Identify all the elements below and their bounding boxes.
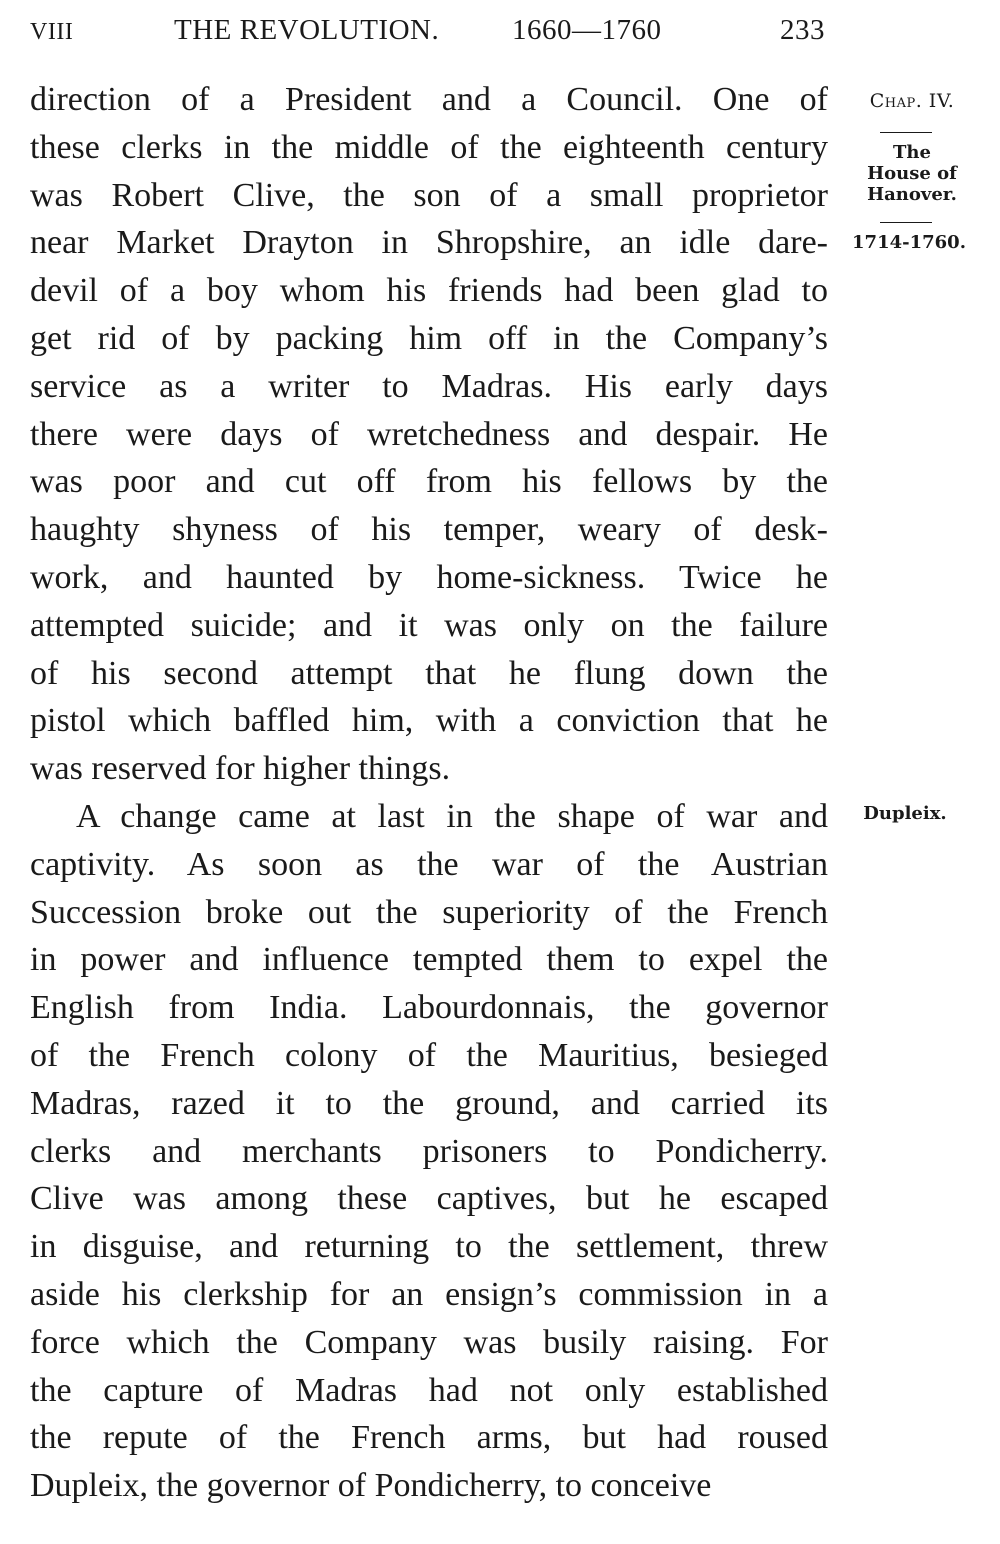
text-line: get rid of by packing him off in the Company’s bbox=[30, 319, 828, 357]
text-line: was reserved for higher things. bbox=[30, 750, 451, 788]
text-line: devil of a boy whom his friends had been glad to bbox=[30, 272, 828, 310]
text-line: pistol which baffled him, with a conviction that he bbox=[30, 702, 828, 740]
body-text bbox=[30, 76, 828, 1510]
margin-chapter-note: Chap. IV. bbox=[869, 90, 955, 112]
text-line: haughty shyness of his temper, weary of desk- bbox=[30, 511, 828, 549]
text-line: clerks and merchants prisoners to Pondicherry. bbox=[30, 1132, 828, 1170]
margin-dupleix-note: Dupleix. bbox=[863, 803, 947, 824]
text-line: of his second attempt that he flung down the bbox=[30, 654, 828, 692]
text-line: Succession broke out the superiority of the French bbox=[30, 893, 828, 931]
running-header bbox=[30, 8, 830, 52]
margin-house-line: The bbox=[893, 142, 931, 163]
text-line: captivity. As soon as the war of the Austrian bbox=[30, 845, 828, 883]
header-dates: 1660—1760 bbox=[512, 14, 662, 46]
text-line: was poor and cut off from his fellows by the bbox=[30, 463, 828, 501]
text-line: force which the Company was busily raising. For bbox=[30, 1323, 828, 1361]
text-line: Clive was among these captives, but he escaped bbox=[30, 1180, 828, 1218]
text-line: English from India. Labourdonnais, the governor bbox=[30, 989, 828, 1027]
text-line: near Market Drayton in Shropshire, an idle dare- bbox=[30, 224, 828, 262]
margin-rule bbox=[880, 222, 932, 223]
margin-dates-note: 1714-1760. bbox=[852, 232, 966, 253]
text-line: attempted suicide; and it was only on the failure bbox=[30, 606, 828, 644]
text-line: the capture of Madras had not only established bbox=[30, 1371, 828, 1409]
text-line: these clerks in the middle of the eighteenth century bbox=[30, 128, 828, 166]
text-line: of the French colony of the Mauritius, besieged bbox=[30, 1036, 828, 1074]
header-chapter: VIII bbox=[30, 19, 74, 45]
text-line: was Robert Clive, the son of a small proprietor bbox=[30, 176, 828, 214]
header-title: THE REVOLUTION. bbox=[174, 14, 440, 46]
margin-house-line: House of bbox=[867, 163, 957, 184]
text-line: Madras, razed it to the ground, and carried its bbox=[30, 1084, 828, 1122]
margin-house-line: Hanover. bbox=[867, 184, 957, 205]
text-line: direction of a President and a Council. One of bbox=[30, 81, 828, 118]
text-line: the repute of the French arms, but had roused bbox=[30, 1419, 828, 1457]
margin-rule bbox=[880, 132, 932, 133]
page-number: 233 bbox=[780, 14, 825, 46]
text-line: Dupleix, the governor of Pondicherry, to conceive bbox=[30, 1467, 712, 1505]
text-line: aside his clerkship for an ensign’s commission in a bbox=[30, 1275, 828, 1313]
text-line: there were days of wretchedness and despair. He bbox=[30, 415, 828, 453]
text-line: service as a writer to Madras. His early days bbox=[30, 367, 828, 405]
margin-house-note bbox=[853, 142, 971, 205]
text-line: in disguise, and returning to the settlement, threw bbox=[30, 1228, 828, 1266]
text-line: in power and influence tempted them to expel the bbox=[30, 941, 828, 979]
text-line: A change came at last in the shape of war and bbox=[76, 797, 828, 835]
text-line: work, and haunted by home-sickness. Twice he bbox=[30, 558, 828, 596]
